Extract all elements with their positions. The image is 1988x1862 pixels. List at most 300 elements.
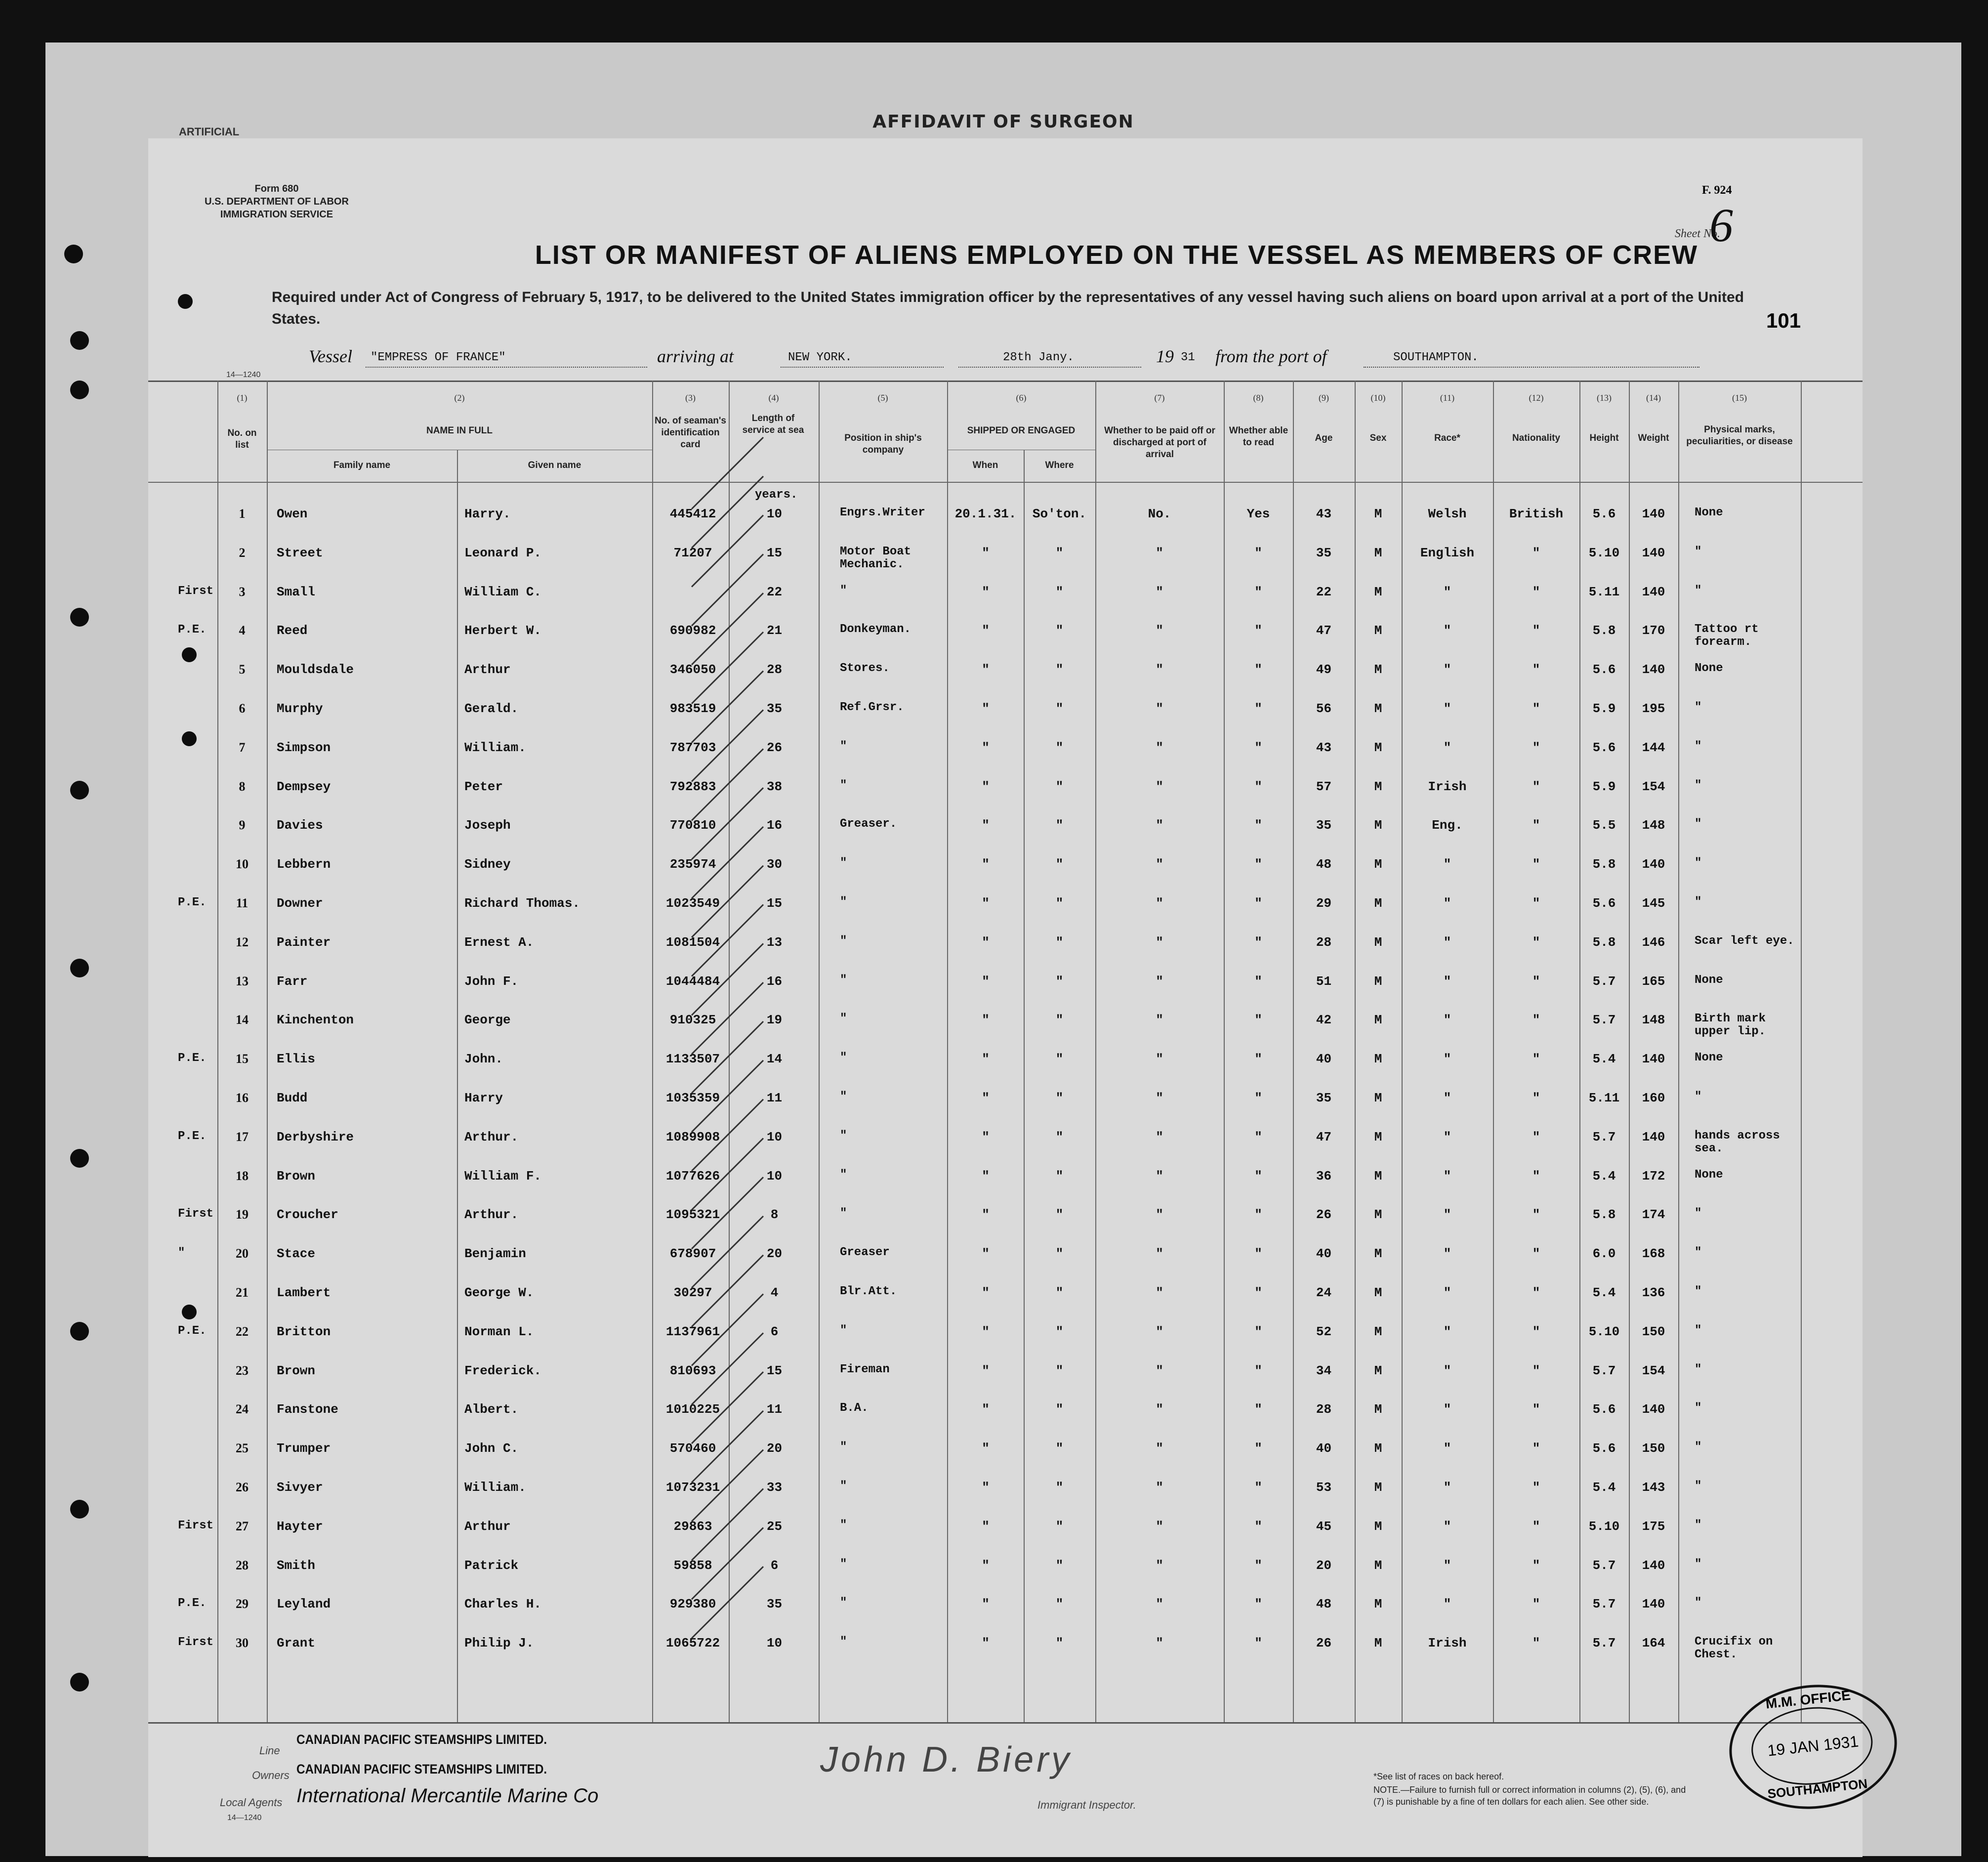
cell-years: 28 [766,662,783,677]
cell-age: 29 [1316,896,1332,911]
check-stroke [692,554,763,626]
cell-nationality: " [1532,896,1540,911]
cell-when: " [982,1597,990,1612]
cell-no: 3 [239,584,246,599]
cell-age: 52 [1316,1324,1332,1339]
check-stroke [692,1527,763,1599]
cell-when: " [982,1013,990,1028]
check-stroke [692,1450,763,1522]
cell-age: 45 [1316,1519,1332,1534]
cell-position: " [840,895,847,909]
cell-nationality: " [1532,934,1540,950]
cell-nationality: " [1532,1091,1540,1105]
cell-card: 71207 [673,545,712,560]
cell-position: " [840,1168,847,1182]
cell-when: " [982,857,990,872]
cell-position: " [840,973,847,987]
cell-height: 5.6 [1592,896,1616,911]
cell-card: 1073231 [665,1480,720,1495]
cell-race: " [1443,1129,1451,1144]
cell-when: " [982,1480,990,1495]
cell-position: " [840,1635,847,1649]
cell-card: 810693 [669,1363,716,1378]
cell-read: " [1254,1519,1262,1534]
cell-where: " [1055,1480,1064,1495]
column-number: (14) [1646,393,1661,403]
cell-paid: " [1156,1285,1163,1300]
cell-weight: 165 [1642,973,1665,989]
check-stroke [692,1100,763,1171]
check-stroke [692,515,763,587]
cell-sex: M [1374,1480,1382,1495]
cell-sex: M [1374,701,1382,716]
cell-nationality: " [1532,973,1540,989]
cell-read: " [1254,1558,1262,1573]
cell-sex: M [1374,1129,1382,1144]
cell-given: George [464,1013,511,1028]
cell-age: 35 [1316,818,1332,833]
cell-family: Britton [277,1324,331,1339]
cell-given: Richard Thomas. [464,896,580,911]
cell-race: " [1443,1480,1451,1495]
cell-no: 10 [236,857,248,872]
cell-read: " [1254,584,1262,599]
cell-race: " [1443,662,1451,677]
cell-age: 35 [1316,1091,1332,1105]
service-label: IMMIGRATION SERVICE [220,209,333,220]
header-paid-off: Whether to be paid off or discharged at port of arrival [1104,425,1215,460]
punch-hole [70,1500,89,1519]
cell-paid: " [1156,545,1163,560]
cell-where: " [1055,1636,1064,1651]
cell-marks: " [1695,1557,1702,1571]
vessel-label: Vessel [309,346,352,366]
cell-card: 30297 [673,1285,712,1300]
header-shipped: SHIPPED OR ENGAGED [967,425,1076,436]
cell-height: 5.10 [1588,545,1620,560]
cell-years: 19 [766,1013,783,1028]
cell-weight: 148 [1642,818,1665,833]
cell-no: 18 [236,1168,248,1183]
cell-paid: " [1156,1363,1163,1378]
cell-given: Herbert W. [464,623,542,638]
cell-when: " [982,623,990,638]
cell-when: " [982,779,990,794]
cell-given: Albert. [464,1402,519,1417]
cell-read: " [1254,545,1262,560]
cell-sex: M [1374,779,1382,794]
cell-nationality: " [1532,1246,1540,1262]
cell-when: " [982,1402,990,1417]
cell-position: Greaser [840,1246,890,1260]
cell-paid: " [1156,1402,1163,1417]
check-stroke [692,749,763,820]
cell-weight: 140 [1642,507,1665,521]
cell-race: " [1443,1402,1451,1417]
cell-card: 1035359 [665,1091,720,1105]
cell-years: 11 [766,1091,783,1105]
cell-sex: M [1374,1636,1382,1651]
owners-label: Owners [252,1769,290,1781]
cell-family: Street [277,545,323,560]
cell-card: 235974 [669,857,716,872]
cell-when: " [982,934,990,950]
check-stroke [692,1216,763,1288]
departure-port: SOUTHAMPTON. [1393,351,1479,364]
cell-sex: M [1374,857,1382,872]
cell-height: 5.8 [1592,623,1616,638]
cell-nationality: " [1532,1129,1540,1144]
cell-paid: " [1156,857,1163,872]
header-nationality: Nationality [1512,433,1561,443]
cell-marks: " [1695,1480,1702,1493]
line-label: Line [259,1744,280,1757]
cell-years: 16 [766,973,783,989]
footer-print-code: 14—1240 [227,1814,262,1822]
cell-family: Simpson [277,740,331,755]
cell-height: 5.6 [1592,1402,1616,1417]
penalty-note: NOTE.—Failure to furnish full or correct information in columns (2), (5), (6), and (7) is punishable by a fine of ten dollars for each alien. See other side. [1373,1785,1686,1807]
cell-read: " [1254,1091,1262,1105]
cell-sex: M [1374,1091,1382,1105]
cell-paid: " [1156,1480,1163,1495]
cell-position: Greaser. [840,817,897,831]
cell-nationality: " [1532,1363,1540,1378]
cell-where: " [1055,1363,1064,1378]
cell-height: 5.10 [1588,1519,1620,1534]
cell-age: 48 [1316,1597,1332,1612]
cell-card: 770810 [669,818,716,833]
cell-where: " [1055,1129,1064,1144]
check-stroke [692,632,763,704]
cell-years: 13 [766,934,783,950]
cell-age: 47 [1316,623,1332,638]
cell-weight: 154 [1642,779,1665,794]
cell-nationality: " [1532,545,1540,560]
cell-marks: " [1695,1285,1702,1298]
cell-marks: " [1695,1246,1702,1260]
cell-no: 26 [236,1480,248,1494]
year-prefix: 19 [1156,346,1174,366]
cell-nationality: " [1532,1636,1540,1651]
punch-hole [70,608,89,627]
cell-height: 5.4 [1592,1052,1616,1067]
cell-given: Peter [464,779,503,794]
cell-weight: 154 [1642,1363,1665,1378]
arriving-label: arriving at [657,346,734,366]
cell-weight: 140 [1642,1597,1665,1612]
check-stroke [692,1021,763,1093]
cell-family: Lambert [277,1285,331,1300]
from-port-label: from the port of [1215,346,1327,366]
cell-marks: None [1695,506,1723,519]
cell-years: 15 [766,1363,783,1378]
cell-years: 22 [766,584,783,599]
cell-weight: 170 [1642,623,1665,638]
cell-weight: 140 [1642,1558,1665,1573]
cell-position: " [840,1207,847,1221]
back-sheet-corner-text: ARTIFICIAL [179,126,240,138]
cell-age: 35 [1316,545,1332,560]
cell-marks: " [1695,701,1702,714]
cell-race: " [1443,896,1451,911]
column-number: (10) [1370,393,1386,403]
cell-position: Fireman [840,1362,890,1376]
cell-height: 5.10 [1588,1324,1620,1339]
check-stroke [692,1411,763,1482]
cell-family: Painter [277,934,331,950]
cell-when: " [982,1091,990,1105]
check-stroke [692,1333,763,1404]
cell-marks: " [1695,1596,1702,1610]
cell-sex: M [1374,973,1382,989]
cell-weight: 174 [1642,1207,1665,1223]
cell-no: 19 [236,1207,248,1222]
cell-marks: " [1695,1323,1702,1337]
punch-hole [70,959,89,977]
cell-paid: " [1156,1558,1163,1573]
cell-weight: 160 [1642,1091,1665,1105]
cell-family: Derbyshire [277,1129,354,1144]
agents-label: Local Agents [220,1796,283,1809]
cell-paid: " [1156,1168,1163,1184]
cell-note: P.E. [178,1597,207,1610]
cell-given: Charles H. [464,1597,542,1612]
cell-where: " [1055,896,1064,911]
cell-age: 26 [1316,1207,1332,1223]
cell-position: Donkeyman. [840,623,911,636]
cell-sex: M [1374,1597,1382,1612]
cell-card: 570460 [669,1441,716,1456]
cell-position: Engrs.Writer [840,506,925,519]
cell-paid: " [1156,1597,1163,1612]
cell-paid: " [1156,1052,1163,1067]
cell-where: " [1055,973,1064,989]
cell-where: " [1055,584,1064,599]
cell-marks: " [1695,1207,1702,1221]
cell-position: " [840,1323,847,1337]
column-number: (7) [1154,393,1165,403]
cell-years: 10 [766,1636,783,1651]
cell-race: " [1443,584,1451,599]
cell-paid: " [1156,1129,1163,1144]
cell-no: 11 [236,896,248,910]
cell-years: 21 [766,623,783,638]
cell-given: John C. [464,1441,519,1456]
cell-height: 5.8 [1592,1207,1616,1223]
cell-age: 43 [1316,740,1332,755]
cell-marks: " [1695,1090,1702,1103]
arrival-port: NEW YORK. [788,351,852,364]
cell-marks: " [1695,778,1702,792]
check-stroke [692,437,763,509]
cell-height: 5.7 [1592,1363,1616,1378]
cell-weight: 144 [1642,740,1665,755]
cell-family: Mouldsdale [277,662,354,677]
header-race: Race* [1434,433,1460,443]
check-stroke [692,1489,763,1561]
cell-read: " [1254,1324,1262,1339]
cell-marks: Tattoo rt forearm. [1695,623,1759,649]
column-number: (12) [1529,393,1544,403]
cell-when: " [982,1207,990,1223]
cell-age: 49 [1316,662,1332,677]
check-stroke [692,905,763,976]
cell-race: " [1443,1441,1451,1456]
cell-weight: 146 [1642,934,1665,950]
cell-where: So'ton. [1032,507,1087,521]
cell-age: 40 [1316,1441,1332,1456]
cell-family: Budd [277,1091,308,1105]
cell-weight: 140 [1642,545,1665,560]
column-number: (5) [877,393,888,403]
cell-when: 20.1.31. [954,507,1017,521]
cell-weight: 150 [1642,1324,1665,1339]
cell-family: Smith [277,1558,316,1573]
cell-race: Eng. [1432,818,1463,833]
cell-height: 5.9 [1592,701,1616,716]
cell-card: 1010225 [665,1402,720,1417]
cell-marks: hands across sea. [1695,1129,1780,1155]
cell-where: " [1055,1519,1064,1534]
cell-card: 1077626 [665,1168,720,1184]
column-number: (1) [237,393,248,403]
cell-when: " [982,1558,990,1573]
cell-height: 5.11 [1588,1091,1620,1105]
cell-when: " [982,740,990,755]
cell-age: 40 [1316,1246,1332,1262]
cell-age: 28 [1316,934,1332,950]
required-text: Required under Act of Congress of February 5, 1917, to be delivered to the United States immigration officer by the representatives of any vessel having such aliens on board upon arrival at a port of the United States. [272,289,1744,327]
cell-read: " [1254,1013,1262,1028]
cell-race: " [1443,1091,1451,1105]
cell-race: Irish [1428,779,1467,794]
cell-paid: " [1156,1246,1163,1262]
cell-given: Leonard P. [464,545,542,560]
column-number: (2) [454,393,465,403]
cell-marks: None [1695,1051,1723,1065]
cell-card: 59858 [673,1558,712,1573]
punch-hole [70,381,89,399]
cell-weight: 140 [1642,662,1665,677]
cell-sex: M [1374,1324,1382,1339]
cell-family: Fanstone [277,1402,338,1417]
cell-sex: M [1374,740,1382,755]
check-stroke [692,943,763,1015]
cell-sex: M [1374,896,1382,911]
cell-where: " [1055,1597,1064,1612]
cell-position: " [840,1440,847,1454]
cell-no: 22 [236,1324,248,1339]
cell-card: 29863 [673,1519,712,1534]
cell-height: 5.6 [1592,662,1616,677]
cell-years: 11 [766,1402,783,1417]
cell-card: 346050 [669,662,716,677]
cell-card: 983519 [669,701,716,716]
cell-family: Davies [277,818,323,833]
check-stroke [692,827,763,898]
inspector-signature: John D. Biery [820,1740,1073,1779]
check-stroke [692,593,763,665]
column-number: (13) [1597,393,1612,403]
form-code: F. 924 [1702,184,1732,197]
cell-when: " [982,1441,990,1456]
header-when: When [972,460,998,470]
cell-no: 23 [236,1363,248,1378]
cell-position: " [840,1480,847,1493]
cell-race: " [1443,1013,1451,1028]
cell-weight: 140 [1642,1402,1665,1417]
punch-hole [70,1322,89,1341]
cell-weight: 164 [1642,1636,1665,1651]
cell-age: 42 [1316,1013,1332,1028]
cell-nationality: " [1532,1402,1540,1417]
cell-family: Murphy [277,701,323,716]
cell-age: 57 [1316,779,1332,794]
cell-paid: " [1156,934,1163,950]
cell-given: George W. [464,1285,534,1300]
cell-where: " [1055,1402,1064,1417]
stamp-bottom-text: SOUTHAMPTON [1767,1776,1868,1802]
cell-weight: 195 [1642,701,1665,716]
header-weight: Weight [1638,433,1669,443]
cell-note: First [178,1207,214,1221]
cell-position: B.A. [840,1401,869,1415]
cell-no: 27 [236,1519,248,1533]
cell-age: 22 [1316,584,1332,599]
cell-height: 5.7 [1592,1558,1616,1573]
cell-family: Leyland [277,1597,331,1612]
cell-when: " [982,896,990,911]
cell-sex: M [1374,1402,1382,1417]
cell-read: " [1254,1363,1262,1378]
cell-read: " [1254,857,1262,872]
cell-years: 33 [766,1480,783,1495]
header-given-name: Given name [528,460,581,470]
cell-race: English [1420,545,1475,560]
cell-no: 1 [239,507,246,521]
cell-years: 10 [766,507,783,521]
manifest-sheet [148,138,1868,1857]
check-stroke [692,1177,763,1249]
cell-card: 1137961 [665,1324,720,1339]
cell-paid: " [1156,1013,1163,1028]
cell-height: 5.7 [1592,1013,1616,1028]
cell-family: Grant [277,1636,316,1651]
cell-paid: " [1156,1441,1163,1456]
check-stroke [692,1566,763,1638]
cell-no: 28 [236,1558,248,1572]
cell-paid: " [1156,701,1163,716]
header-physical-marks: Physical marks, peculiarities, or disease [1686,424,1793,447]
cell-nationality: " [1532,701,1540,716]
cell-where: " [1055,623,1064,638]
cell-marks: " [1695,739,1702,753]
cell-read: " [1254,1207,1262,1223]
cell-no: 5 [239,662,246,677]
cell-when: " [982,1168,990,1184]
cell-marks: " [1695,817,1702,831]
cell-card: 1081504 [665,934,720,950]
cell-note: P.E. [178,1324,207,1338]
cell-card: 910325 [669,1013,716,1028]
cell-where: " [1055,1013,1064,1028]
cell-sex: M [1374,1246,1382,1262]
page-number: 101 [1766,309,1801,332]
cell-marks: " [1695,895,1702,909]
cell-family: Brown [277,1363,316,1378]
id-column-check-marks [148,138,1863,1857]
